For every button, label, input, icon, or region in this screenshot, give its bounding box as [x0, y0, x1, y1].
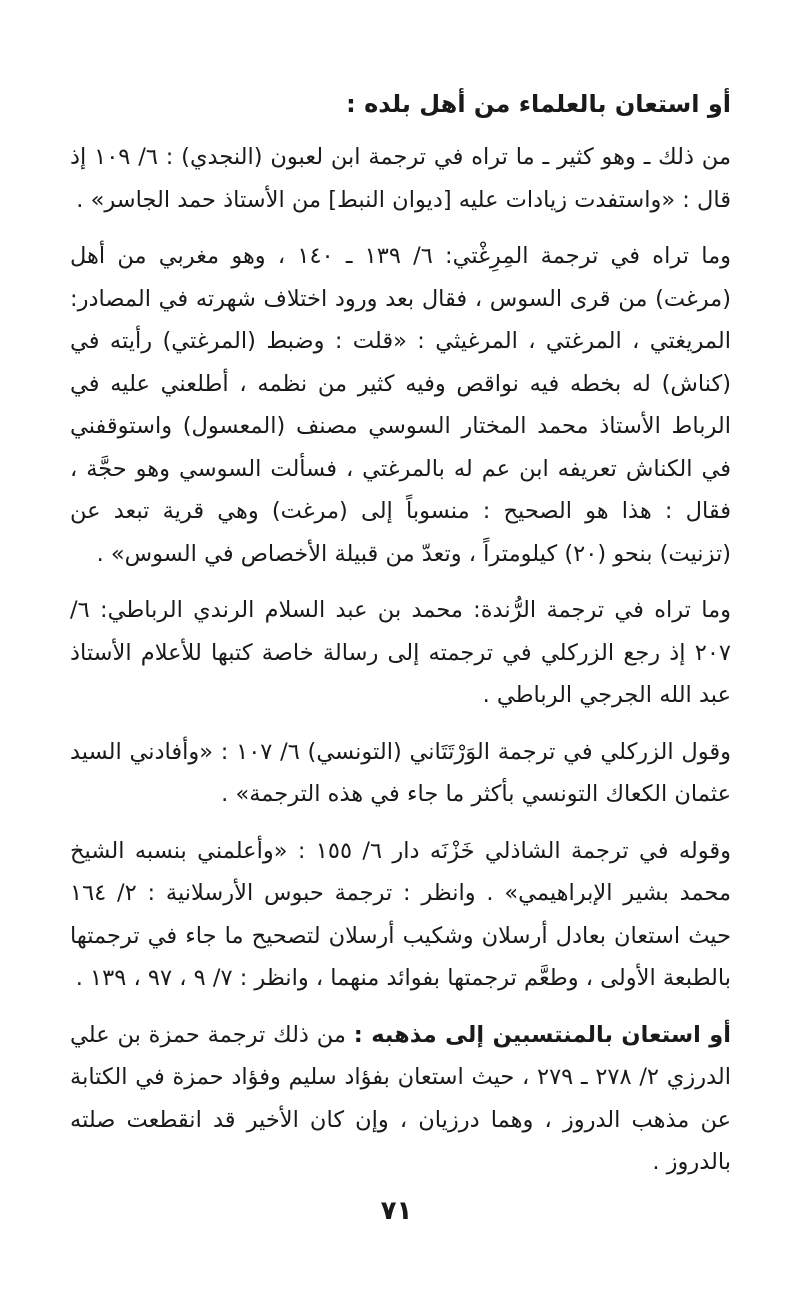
paragraph-text: من ذلك ـ وهو كثير ـ ما تراه في ترجمة ابن لعبون (النجدي) : ٦/ ١٠٩ إذ قال : «واستفدت زيادات عليه [ديوان النبط] من الأستاذ حمد الجاسر» .	[70, 144, 731, 213]
paragraph-text: من ذلك ترجمة حمزة بن علي الدرزي ٢/ ٢٧٨ ـ ٢٧٩ ، حيث استعان بفؤاد سليم وفؤاد حمزة في الكتابة عن مذهب الدروز ، وهما درزيان ، وإن كان الأخير قد انقطعت صلته بالدروز .	[70, 1021, 731, 1175]
paragraph-ibn-laboun	[70, 136, 731, 221]
paragraph-druze	[70, 1014, 731, 1184]
paragraph-shadhili	[70, 830, 731, 1000]
paragraph-wartatani	[70, 731, 731, 816]
section-heading: أو استعان بالعلماء من أهل بلده :	[346, 90, 731, 118]
paragraph-text: وقوله في ترجمة الشاذلي خَزْنَه دار ٦/ ١٥٥ : «وأعلمني بنسبه الشيخ محمد بشير الإبراهيمي» . وانظر : ترجمة حبوس الأرسلانية : ٢/ ١٦٤ حيث استعان بعادل أرسلان وشكيب أرسلان لتصحيح ما جاء في ترجمتها بالطبعة الأولى ، وطعَّم ترجمتها بفوائد منهما ، وانظر : ٧/ ٩ ، ٩٧ ، ١٣٩ .	[70, 837, 732, 991]
paragraph-text: وما تراه في ترجمة الرُّندة: محمد بن عبد السلام الرندي الرباطي: ٦/ ٢٠٧ إذ رجع الزركلي في ترجمته إلى رسالة خاصة كتبها للأعلام الأستاذ عبد الله الجرجي الرباطي .	[70, 597, 731, 708]
paragraph-text: وقول الزركلي في ترجمة الوَرْتَتَاني (التونسي) ٦/ ١٠٧ : «وأفادني السيد عثمان الكعاك التونسي بأكثر ما جاء في هذه الترجمة» .	[70, 738, 732, 807]
paragraph-text: وما تراه في ترجمة المِرِغْتي: ٦/ ١٣٩ ـ ١٤٠ ، وهو مغربي من أهل (مرغت) من قرى السوس ، فقال بعد ورود اختلاف شهرته في المصادر: المريغتي ، المرغتي ، المرغيثي : «قلت : وضبط (المرغتي) رأيته في (كناش) له بخطه فيه نواقص وفيه كثير من نظمه ، أطلعني عليه في الرباط الأستاذ محمد المختار السوسي مصنف (المعسول) واستوقفني في الكناش تعريفه ابن عم له بالمرغتي ، فسألت السوسي وهو حجَّة ، فقال : هذا هو الصحيح : منسوباً إلى (مرغت) وهي قرية تبعد عن (تزنيت) بنحو (٢٠) كيلومتراً ، وتعدّ من قبيلة الأخصاص في السوس» .	[70, 243, 731, 567]
paragraph-marghiti	[70, 235, 731, 575]
paragraph-rundi	[70, 589, 731, 717]
page-number: ٧١	[380, 1196, 413, 1226]
paragraph-lead: أو استعان بالمنتسبين إلى مذهبه :	[353, 1021, 731, 1048]
